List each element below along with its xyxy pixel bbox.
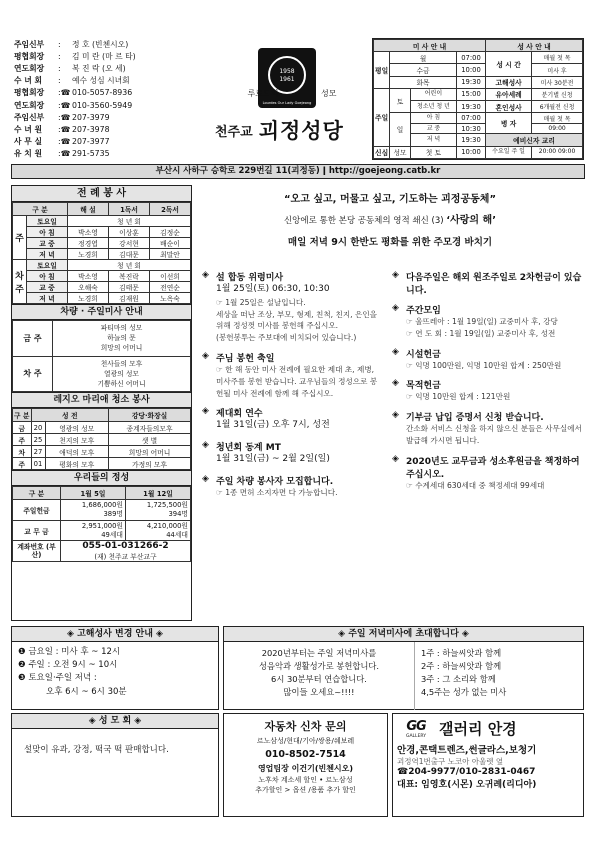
announcement <box>392 303 584 340</box>
duty-person: 박소영 <box>68 271 109 282</box>
staff-sep: : <box>58 39 61 49</box>
announcement-detail: 1월 25일(토) 06:30, 10:30 <box>216 284 330 294</box>
sunday-label: 주일 <box>374 88 390 146</box>
theme-line2-b: ‘사랑의 해’ <box>446 215 497 226</box>
duty-sat-label: 토요일 <box>27 260 68 271</box>
staff-sep: :☎ <box>58 149 71 159</box>
legio-col-header: 성 전 <box>31 409 109 422</box>
society-body: 설맞이 유과, 강정, 떡국 떡 판매합니다. <box>24 745 169 755</box>
staff-value: 복 진 락 (오 세) <box>72 63 126 73</box>
duty-person: 오해숙 <box>68 282 109 293</box>
sacrament-name: 성 시 간 <box>486 52 532 76</box>
evening-mass-title: ◈ 주일 저녁미사에 초대합니다 ◈ <box>224 627 583 642</box>
evening-mass-line: 2020년부터는 주일 저녁미사를 <box>261 648 377 658</box>
sacrament-name: 고해성사 <box>486 76 532 88</box>
car-ad-title: 자동차 신차 문의 <box>264 720 347 733</box>
vehicle-week: 차 주 <box>13 356 53 392</box>
mass-header: 미 사 안 내 <box>374 40 486 52</box>
car-ad-line: 영업팀장 이건기(빈첸시오) <box>257 764 354 774</box>
mass-time: 19:30 <box>456 101 485 113</box>
announcement-heading <box>392 454 584 480</box>
vehicle-week: 금 주 <box>13 321 53 357</box>
staff-value: 291-5735 <box>72 149 110 159</box>
staff-value: 김 미 란 (마 르 타) <box>72 51 136 61</box>
mass-group: 어린이 <box>410 88 456 100</box>
optical-ad-line: 안경,콘택트렌즈,썬글라스,보청기 <box>397 745 537 756</box>
logo-year-top: 1958 <box>279 68 295 75</box>
mass-time: 10:00 <box>456 146 485 158</box>
announcement-heading <box>392 410 584 423</box>
announcement-heading <box>392 270 584 296</box>
staff-row <box>14 62 232 74</box>
staff-sep: :☎ <box>58 112 71 122</box>
announcement-title: 제대회 연수 <box>216 409 263 420</box>
duty-person: 박소영 <box>68 227 109 238</box>
confession-time: ❸ 토요일·주일 저녁 : <box>18 673 97 684</box>
diamond-icon: ◈ <box>202 474 209 485</box>
duty-mass: 교 중 <box>27 282 68 293</box>
weekly-music-line: 2주 : 하늘씨앗과 함께 <box>421 660 502 671</box>
duty-mass: 저 녁 <box>27 293 68 304</box>
confession-time: 오후 6시 ~ 6시 30분 <box>46 686 127 697</box>
duty-mass: 아 침 <box>27 227 68 238</box>
car-ad <box>223 713 388 817</box>
mass-day: 화목 <box>390 76 457 88</box>
duty-title: 전 례 봉 사 <box>12 186 191 202</box>
evening-mass-line: 많이들 오세요~!!!! <box>283 686 355 697</box>
offering-line: 394명 <box>168 509 188 518</box>
announcement-title: 주님 봉헌 축일 <box>216 354 275 364</box>
staff-role: 주임신부 <box>14 39 45 49</box>
announcement-heading <box>202 474 382 487</box>
mass-day: 수금 <box>390 64 457 76</box>
announcement-heading <box>202 270 382 283</box>
offering-value <box>61 500 126 521</box>
duty-person: 복진락 <box>109 271 150 282</box>
announcement-note: ☞ 울뜨레아 : 1월 19일(일) 교중미사 후, 강당 <box>406 317 558 326</box>
announcement-title: 시설헌금 <box>406 349 441 360</box>
announcement <box>202 474 382 499</box>
sacrament-name: 유아세례 <box>486 88 532 100</box>
staff-sep: :☎ <box>58 124 71 134</box>
announcement-note: ☞ 한 해 동안 미사 전례에 필요한 제대 초, 제병, 미사주를 봉헌 받습니다. 교우님들의 정성으로 봉헌될 미사 전례에 함께 해 주십시오. <box>216 365 378 398</box>
announcement <box>392 454 584 492</box>
offering-col-header: 1월 12일 <box>126 487 191 500</box>
announcements-left <box>202 270 382 506</box>
mass-time: 07:00 <box>456 52 485 64</box>
optical-ad-title: 갤러리 안경 <box>439 720 517 738</box>
optical-logo-sub: GALLERY <box>405 733 426 739</box>
logo-year-bottom: 1961 <box>279 76 295 83</box>
duty-person: 김대문 <box>109 249 150 260</box>
sacrament-info: 매월 첫 목 <box>532 113 583 124</box>
announcement <box>202 270 382 344</box>
duty-col-header: 1독서 <box>109 203 150 216</box>
offering-value <box>126 520 191 541</box>
staff-value: 207-3977 <box>72 137 110 147</box>
diamond-icon: ◈ <box>392 378 399 389</box>
car-ad-line: 추가할인 > 옵션 /용품 추가 할인 <box>255 785 356 794</box>
announcement-note: 간소화 서비스 신청을 하지 않으신 분들은 사무실에서 발급해 가시면 됩니다. <box>406 424 582 445</box>
mass-group: 첫 토 <box>410 146 456 158</box>
vehicle-groups <box>53 356 191 392</box>
mass-group: 저 녁 <box>410 134 456 146</box>
sacrament-info: 20:00 09:00 <box>532 146 583 158</box>
vehicle-group: 파티마의 성모 <box>100 324 143 332</box>
staff-sep: : <box>58 63 61 73</box>
staff-value: 010-3560-5949 <box>72 100 133 110</box>
staff-sep: :☎ <box>58 100 71 110</box>
announcement-title: 기부금 납입 증명서 신청 받습니다. <box>406 413 544 424</box>
vehicle-groups <box>53 321 191 357</box>
society-box <box>11 713 219 817</box>
sidebar <box>11 185 192 621</box>
vehicle-group: 천사들의 모후 <box>100 359 143 368</box>
theme <box>196 190 584 248</box>
address-text: 부산시 사하구 승학로 229번길 11(괴정동) ǀ http://goejeong.catb.kr <box>155 166 441 176</box>
offering-line: 4,210,000원 <box>146 521 188 530</box>
optical-ad-line: 대표: 임영호(시몬) 오귀례(리디아) <box>397 780 537 790</box>
church-logo <box>258 48 316 108</box>
staff-role: 평협회장 <box>14 88 45 98</box>
mass-day: 월 <box>390 52 457 64</box>
offering-col-header: 구 분 <box>13 487 61 500</box>
legio-week: 주 <box>13 434 32 446</box>
staff-role: 수 녀 원 <box>14 124 43 134</box>
announcement-title: 2020년도 교무금과 성소후원금을 책정하여 주십시오. <box>406 456 580 480</box>
evening-mass-line: 6시 30분부터 연습합니다. <box>271 673 367 684</box>
mass-day: 토 <box>390 88 411 112</box>
announcement <box>202 440 382 467</box>
offering-kind: 교 무 금 <box>13 520 61 541</box>
legio-temple: 평화의 모후 <box>45 458 109 470</box>
offering-line: 2,951,000원 <box>81 521 123 530</box>
announcement-title: 주간모임 <box>406 306 441 316</box>
diamond-icon: ◈ <box>392 346 399 357</box>
legio-title: 레지오 마리애 청소 봉사 <box>12 392 191 408</box>
sacrament-info: 미사 후 <box>532 64 583 76</box>
duty-sat-value: 청 년 회 <box>68 260 191 271</box>
vehicle-group: 열광의 성모 <box>104 369 139 378</box>
duty-week: 주 <box>13 216 27 260</box>
legio-date: 25 <box>31 434 45 446</box>
vehicle-group: 기쁨하신 어머니 <box>97 379 146 388</box>
legio-date: 20 <box>31 422 45 434</box>
church-title-prefix: 천주교 <box>215 124 253 140</box>
duty-col-header: 2독서 <box>150 203 191 216</box>
duty-mass: 저 녁 <box>27 249 68 260</box>
staff-role: 유 치 원 <box>14 149 43 159</box>
duty-mass: 아 침 <box>27 271 68 282</box>
optical-ad-line: 괴정역1번출구 노코아 아울렛 옆 <box>397 757 504 766</box>
offering-line: 49세대 <box>101 530 123 539</box>
staff-row <box>14 148 232 160</box>
staff-role: 주임신부 <box>14 112 45 122</box>
duty-sat-label: 토요일 <box>27 216 68 227</box>
duty-person: 배순이 <box>150 238 191 249</box>
staff-role: 연도회장 <box>14 100 45 110</box>
weekly-music-line: 4,5주는 성가 없는 미사 <box>421 686 507 697</box>
optical-logo <box>397 719 435 739</box>
staff-row <box>14 87 232 99</box>
duty-person: 노경희 <box>68 249 109 260</box>
society-title: ◈ 성 모 회 ◈ <box>12 714 218 729</box>
offering-title: 우리들의 정성 <box>12 470 191 486</box>
theme-line3: 매일 저녁 9시 한반도 평화를 위한 주모경 바치기 <box>287 237 493 248</box>
diamond-icon: ◈ <box>392 410 399 421</box>
optical-ad-line: ☎204-9977/010-2831-0467 <box>397 767 536 777</box>
duty-person: 노옥숙 <box>150 293 191 304</box>
staff-row <box>14 123 232 135</box>
offering-line: 1,725,500원 <box>146 501 188 510</box>
legio-temple: 영광의 성모 <box>45 422 109 434</box>
duty-person: 최말안 <box>150 249 191 260</box>
staff-row <box>14 136 232 148</box>
offering-line: 1,686,000원 <box>81 501 123 510</box>
confession-notice <box>11 626 219 710</box>
staff-role: 연도회장 <box>14 63 45 73</box>
evening-mass-notice <box>223 626 584 710</box>
diamond-icon: ◈ <box>202 440 209 451</box>
legio-temple: 애덕의 모후 <box>45 446 109 458</box>
legio-col-header: 구 분 <box>13 409 32 422</box>
theme-quote: “오고 싶고, 머물고 싶고, 기도하는 괴정공동체” <box>283 194 497 205</box>
special-label: 신심 <box>374 146 390 158</box>
announcement-heading <box>392 347 584 360</box>
car-ad-line: 노후차 계소세 할인 • 르노삼성 <box>258 776 353 785</box>
sacrament-header: 성 사 안 내 <box>486 40 583 52</box>
vehicle-group: 희망의 어머니 <box>100 344 143 353</box>
legio-col-header: 강당·화장실 <box>109 409 191 422</box>
announcement-heading <box>202 351 382 364</box>
duty-person: 강서현 <box>109 238 150 249</box>
duty-col-header: 구 분 <box>13 203 68 216</box>
announcement-detail: 1월 31일(금) 오후 7시, 성전 <box>216 420 330 431</box>
duty-person: 이상훈 <box>109 227 150 238</box>
weekly-music-line: 3주 : 그 소리와 함께 <box>421 673 496 684</box>
announcement <box>202 406 382 433</box>
staff-value: 207-3979 <box>72 112 110 122</box>
legio-week: 금 <box>13 422 32 434</box>
account-owner: (재) 천주교 부산교구 <box>94 553 157 562</box>
mass-group: 교 중 <box>410 124 456 134</box>
announcement <box>392 378 584 403</box>
mass-schedule <box>372 38 584 160</box>
mass-time: 19:30 <box>456 134 485 146</box>
confession-time: ❶ 금요일 : 미사 후 ~ 12시 <box>18 647 121 657</box>
sacrament-info: 분기별 신청 <box>532 88 583 100</box>
duty-person: 이선희 <box>150 271 191 282</box>
sacrament-info: 09:00 <box>532 124 583 134</box>
mass-day: 일 <box>390 113 411 146</box>
announcement-heading <box>392 378 584 391</box>
legio-hall: 샛 별 <box>109 434 191 446</box>
staff-row <box>14 99 232 111</box>
offering-col-header: 1월 5일 <box>61 487 126 500</box>
announcement-note: ☞ 1월 25일은 설날입니다. <box>216 297 306 307</box>
mass-day: 성모 <box>390 146 411 158</box>
duty-person: 김정순 <box>150 227 191 238</box>
sacrament-name: 수요일 주 일 <box>486 146 532 158</box>
confession-time: ❷ 주일 : 오전 9시 ~ 10시 <box>18 660 118 671</box>
staff-sep: : <box>58 76 61 86</box>
staff-sep: : <box>58 51 61 61</box>
mass-time: 15:00 <box>456 88 485 100</box>
diamond-icon: ◈ <box>392 453 399 464</box>
legio-week: 주 <box>13 458 32 470</box>
staff-role: 사 무 실 <box>14 137 43 147</box>
diamond-icon: ◈ <box>392 270 399 280</box>
announcement-heading <box>202 440 382 453</box>
church-title-name: 괴정성당 <box>258 119 344 143</box>
offering-value <box>61 520 126 541</box>
mass-time: 10:00 <box>456 64 485 76</box>
announcement-title: 설 합동 위령미사 <box>216 273 284 283</box>
legio-hall: 종계자들의모후 <box>109 422 191 434</box>
sacrament-name: 병 자 <box>486 113 532 134</box>
staff-list <box>14 38 232 160</box>
announcement-note: 세상을 떠난 조상, 부모, 형제, 친척, 친지, 은인을 위해 정성껏 미사를 봉헌해 주십시오. <box>216 309 378 331</box>
mass-time: 19:30 <box>456 76 485 88</box>
offering-line: 44세대 <box>166 530 188 539</box>
confession-title: ◈ 고해성사 변경 안내 ◈ <box>12 627 218 642</box>
legio-hall: 희망의 어머니 <box>109 446 191 458</box>
staff-role: 수 녀 회 <box>14 76 43 86</box>
staff-row <box>14 50 232 62</box>
sacrament-info: 매월 첫 목 <box>532 52 583 64</box>
duty-col-header: 해 설 <box>68 203 109 216</box>
sacrament-name: 예비신자 교리 <box>486 134 583 146</box>
announcement-title: 청년회 동계 MT <box>216 443 281 454</box>
legio-hall: 가정의 모후 <box>109 458 191 470</box>
legio-date: 01 <box>31 458 45 470</box>
staff-row <box>14 38 232 50</box>
evening-mass-line: 성음악과 생활성가로 봉헌합니다. <box>258 660 380 671</box>
announcement <box>202 351 382 399</box>
account-label: 계좌번호 (부산) <box>13 541 61 562</box>
staff-value: 정 호 (빈첸시오) <box>72 39 129 49</box>
announcement-title: 주일 차량 봉사자 모집합니다. <box>216 477 334 488</box>
announcement <box>392 270 584 296</box>
announcement <box>392 347 584 372</box>
duty-person: 정경엽 <box>68 238 109 249</box>
staff-sep: :☎ <box>58 88 71 98</box>
theme-line2-a: 신앙에로 통한 본당 공동체의 영적 쇄신 (3) <box>283 216 444 226</box>
announcement-title: 목적헌금 <box>406 381 441 392</box>
mass-time: 10:30 <box>456 124 485 134</box>
weekday-label: 평일 <box>374 52 390 89</box>
sacrament-info: 6개월전 신청 <box>532 101 583 113</box>
announcement-note: ☞ 1종 면허 소지자면 다 가능합니다. <box>216 488 338 498</box>
announcement-heading <box>392 303 584 316</box>
announcement-note: ☞ 수계세대 630세대 중 책정세대 99세대 <box>406 480 545 490</box>
weekly-music-line: 1주 : 하늘씨앗과 함께 <box>421 648 502 658</box>
account-number: 055-01-031266-2 <box>82 541 169 552</box>
staff-value: 예수 성심 시녀회 <box>72 76 130 86</box>
mass-time: 07:00 <box>456 113 485 124</box>
duty-person: 전연순 <box>150 282 191 293</box>
staff-role: 평협회장 <box>14 51 45 61</box>
duty-person: 김태문 <box>109 282 150 293</box>
duty-week: 차 주 <box>13 260 27 304</box>
optical-logo-mark: GG <box>406 718 426 734</box>
announcement-note: ☞ 익명 10만원 합계 : 121만원 <box>406 392 511 402</box>
legio-date: 27 <box>31 446 45 458</box>
offering-line: 389명 <box>103 509 123 518</box>
vehicle-group: 하늘의 문 <box>107 334 136 343</box>
announcements-right <box>392 270 584 498</box>
announcement <box>392 410 584 447</box>
announcement-note: (봉헌봉투는 주보대에 비치되어 있습니다.) <box>216 333 357 343</box>
staff-row <box>14 111 232 123</box>
staff-value: 207-3978 <box>72 124 110 134</box>
announcement-heading <box>202 406 382 419</box>
offering-value <box>126 500 191 521</box>
announcement-title: 다음주일은 해외 원조주일로 2차헌금이 있습니다. <box>406 273 582 296</box>
duty-mass: 교 중 <box>27 238 68 249</box>
announcement-detail: 1월 31일(금) ~ 2월 2일(일) <box>216 454 330 465</box>
account-value <box>61 541 191 562</box>
church-title <box>215 115 375 145</box>
legio-temple: 천지의 모후 <box>45 434 109 446</box>
duty-person: 김재원 <box>109 293 150 304</box>
logo-ring-text: Lourdes Our Lady Goejeong <box>262 101 312 105</box>
address-bar <box>11 164 585 179</box>
staff-value: 010-5057-8936 <box>72 88 133 98</box>
sacrament-info: 미사 30분전 <box>532 76 583 88</box>
staff-row <box>14 75 232 87</box>
mass-group: 청소년 청 년 <box>410 101 456 113</box>
mass-group: 아 침 <box>410 113 456 124</box>
announcement-note: ☞ 연 도 회 : 1월 19일(일) 교중미사 후, 성전 <box>406 328 556 338</box>
staff-sep: :☎ <box>58 137 71 147</box>
car-ad-line: 010-8502-7514 <box>265 749 346 761</box>
car-ad-line: 르노삼성/현대/기아/쌍용/쉐보레 <box>256 737 355 745</box>
offering-kind: 주일헌금 <box>13 500 61 521</box>
diamond-icon: ◈ <box>392 303 399 313</box>
optical-ad <box>392 713 584 817</box>
diamond-icon: ◈ <box>202 406 209 417</box>
church-subtitle: 루르드의 성모 <box>247 89 337 98</box>
diamond-icon: ◈ <box>202 270 209 280</box>
announcement-note: ☞ 익명 100만원, 익명 10만원 합계 : 250만원 <box>406 360 562 370</box>
diamond-icon: ◈ <box>202 351 209 361</box>
sacrament-name: 혼인성사 <box>486 101 532 113</box>
duty-sat-value: 청 년 회 <box>68 216 191 227</box>
vehicle-title: 차량 · 주일미사 안내 <box>12 304 191 320</box>
theme-line2 <box>196 211 584 226</box>
duty-person: 노경희 <box>68 293 109 304</box>
legio-week: 차 <box>13 446 32 458</box>
